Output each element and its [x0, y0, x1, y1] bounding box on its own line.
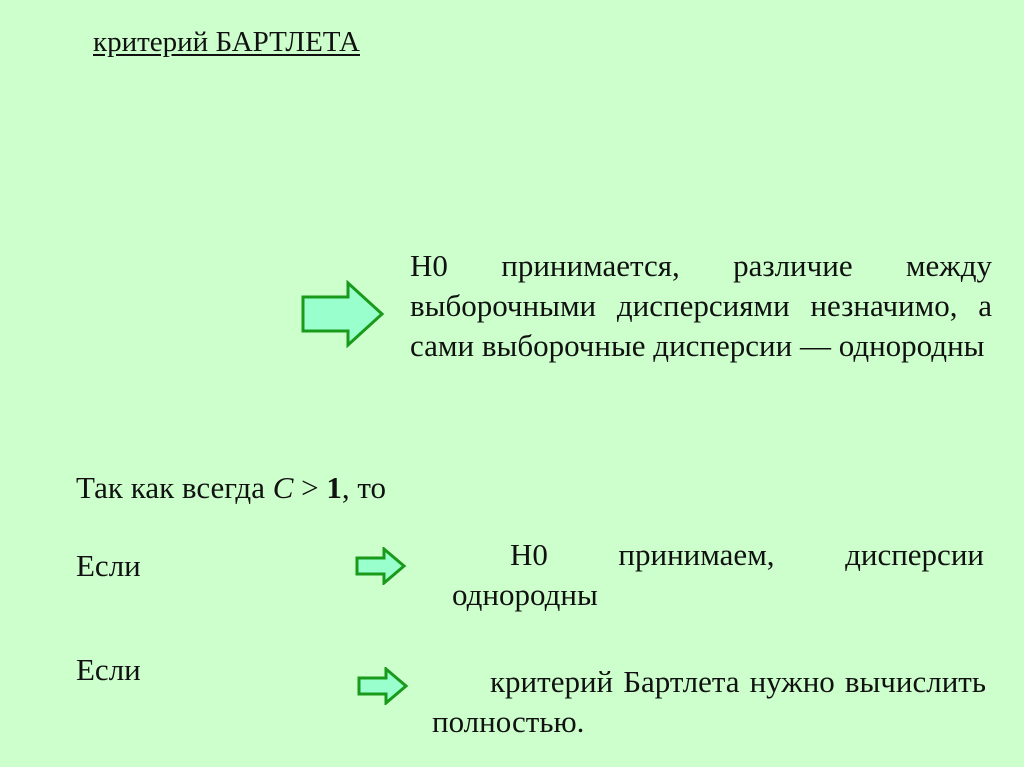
- condition-text: Так как всегда C > 1, то: [76, 470, 387, 505]
- conclusion-text-1: Н0 принимается, различие между выборочными дисперсиями незначимо, а сами выборочные дисперсии — однородны: [410, 248, 992, 363]
- arrow-right-icon: [300, 280, 386, 348]
- arrow-right-icon: [355, 547, 407, 585]
- if-label-2: Если: [76, 652, 141, 687]
- conclusion-text-2: Н0 принимаем, дисперсии однородны: [452, 537, 984, 612]
- arrow-right-icon: [357, 667, 409, 705]
- conclusion-text-3: критерий Бартлета нужно вычислить полностью.: [432, 664, 986, 739]
- slide-title: критерий БАРТЛЕТА: [93, 26, 361, 58]
- if-label-1: Если: [76, 548, 141, 583]
